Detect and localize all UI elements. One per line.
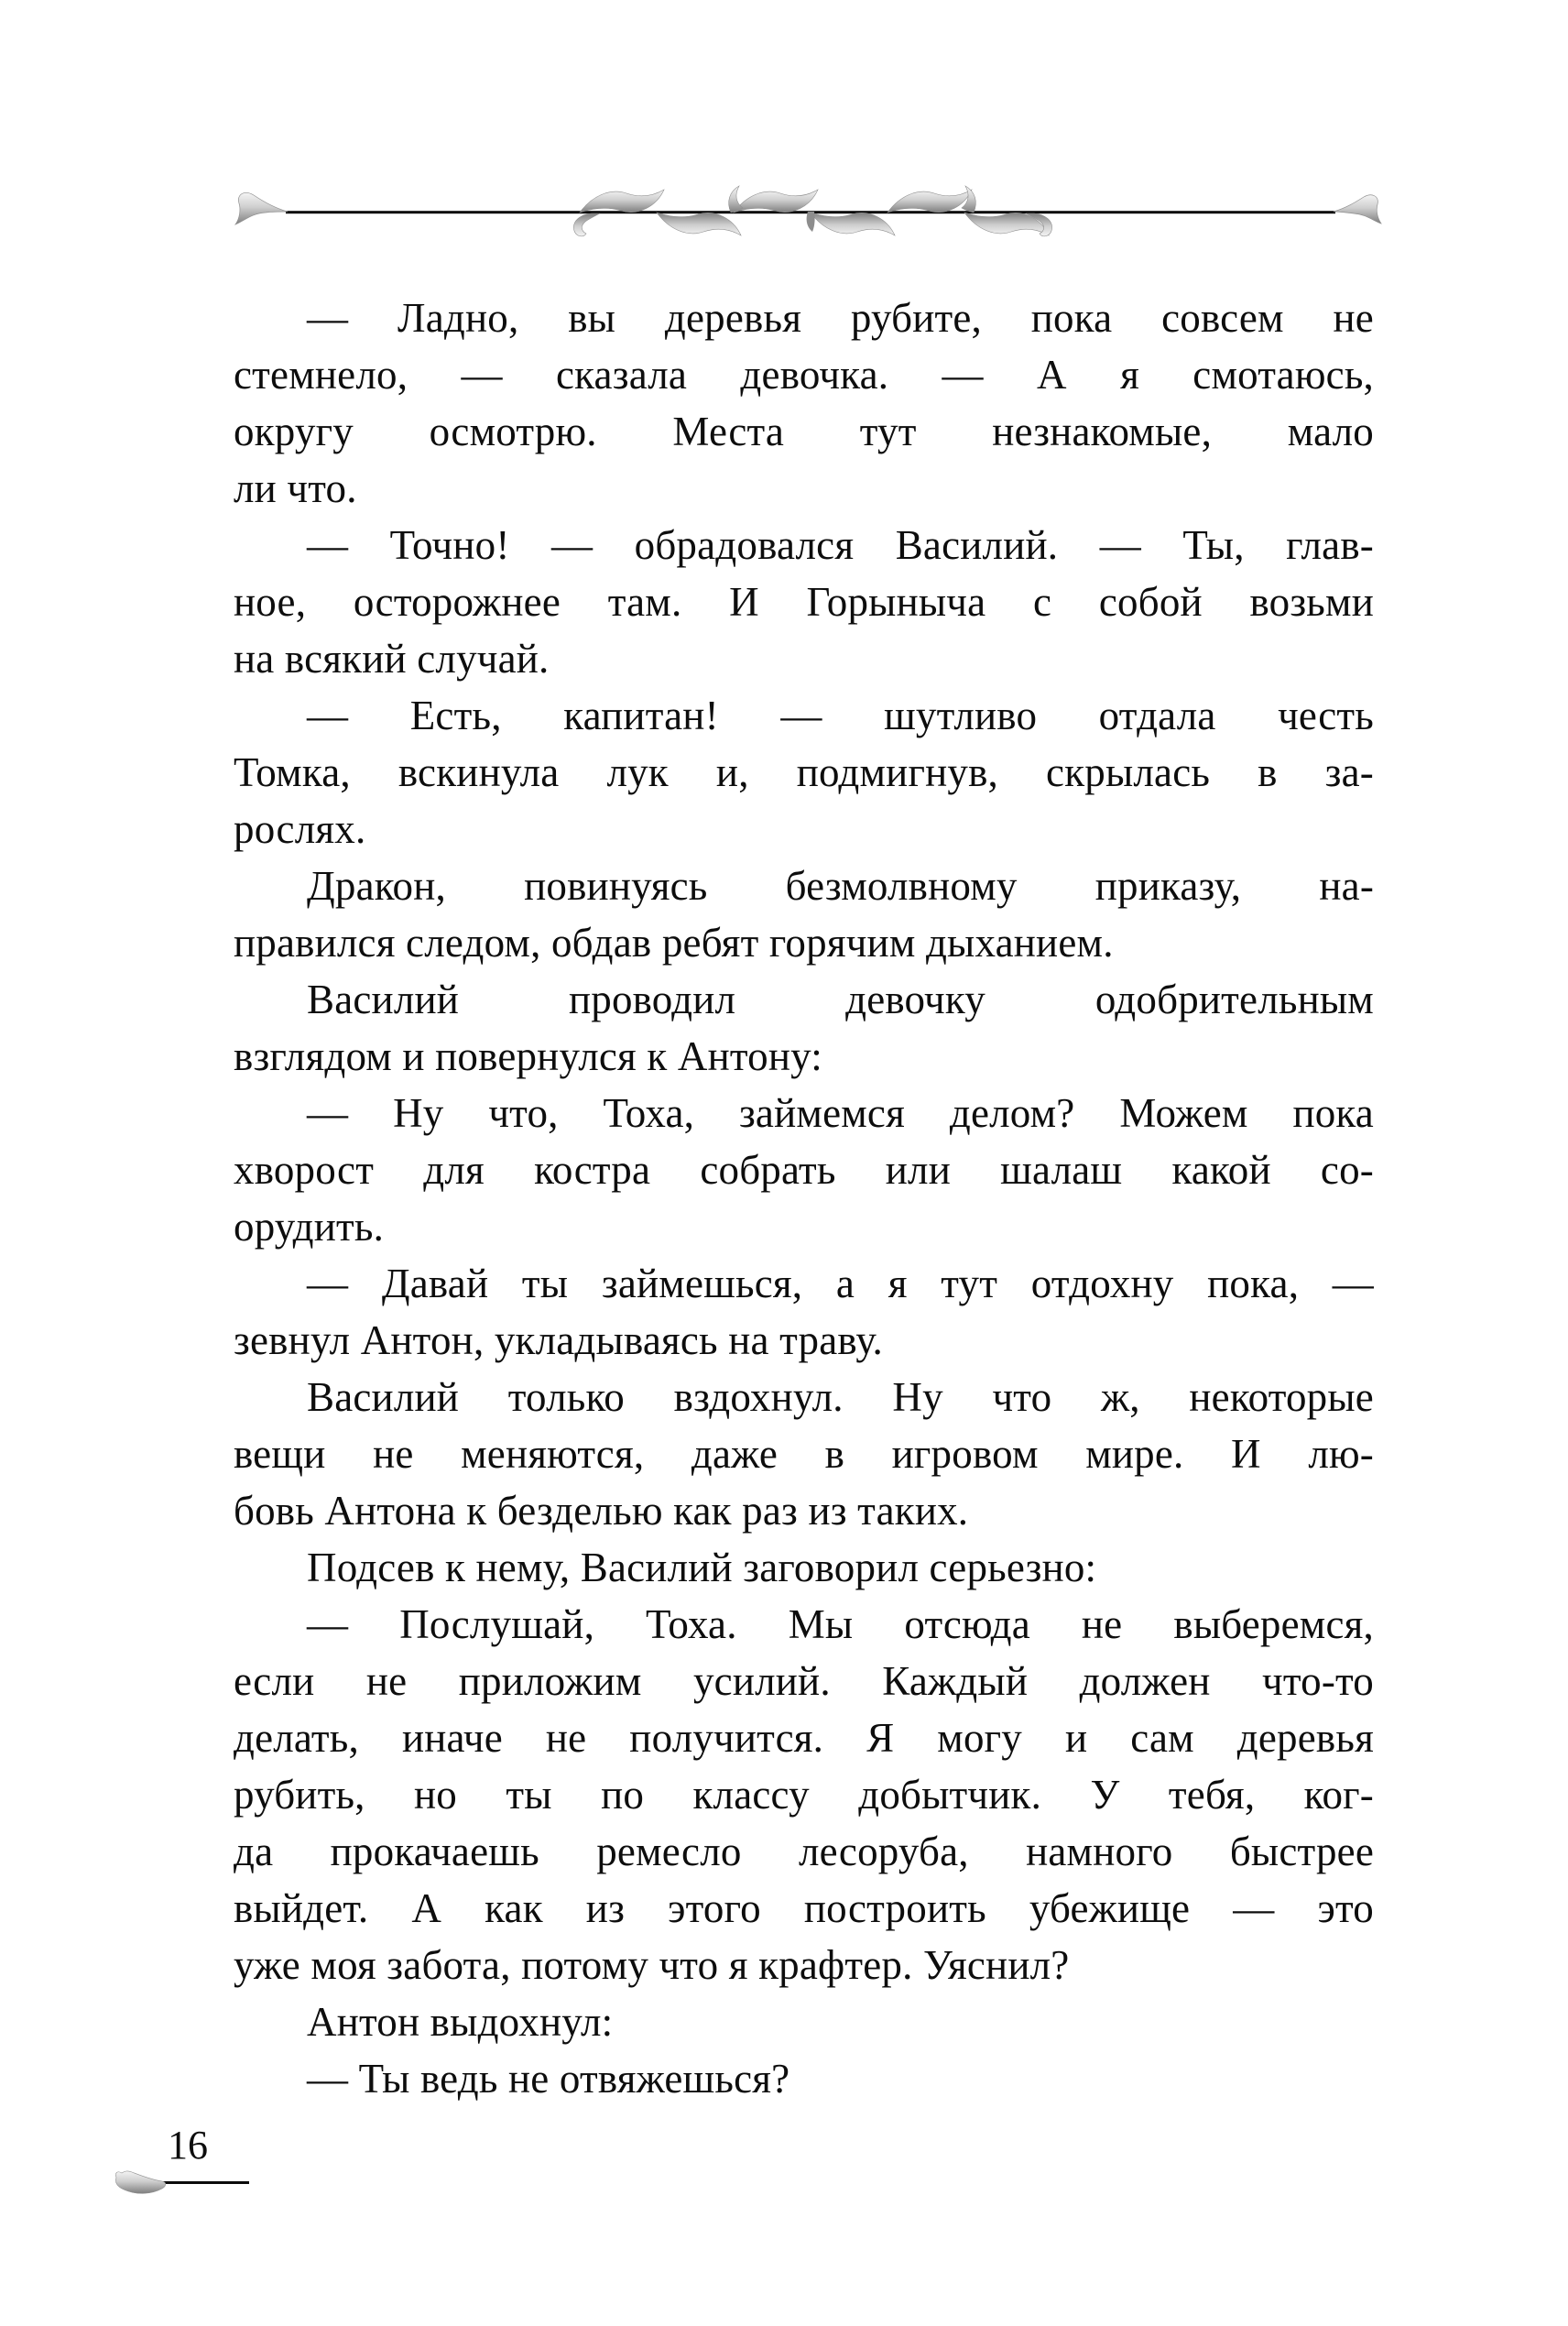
text-line: — Есть, капитан! — шутливо отдала честь bbox=[307, 693, 1374, 738]
text-line: рослях. bbox=[234, 806, 366, 852]
page-text bbox=[234, 289, 1374, 2107]
divider-flourish-icon bbox=[229, 183, 1388, 242]
paragraph bbox=[234, 1596, 1374, 1993]
paragraph bbox=[234, 1539, 1374, 1596]
text-line: выйдет. А как из этого построить убежище — это bbox=[234, 1885, 1374, 1931]
text-line: если не приложим усилий. Каждый должен что-то bbox=[234, 1658, 1374, 1704]
text-line: правился следом, обдав ребят горячим дыханием. bbox=[234, 920, 1114, 966]
text-line: ли что. bbox=[234, 465, 357, 511]
text-line: взглядом и повернулся к Антону: bbox=[234, 1033, 822, 1079]
text-line: хворост для костра собрать или шалаш какой со- bbox=[234, 1147, 1374, 1193]
text-line: округу осмотрю. Места тут незнакомые, мало bbox=[234, 409, 1374, 454]
text-line: Дракон, повинуясь безмолвному приказу, на- bbox=[307, 863, 1374, 909]
text-line: орудить. bbox=[234, 1204, 385, 1250]
text-line: — Послушай, Тоха. Мы отсюда не выберемся, bbox=[307, 1601, 1374, 1647]
text-line: стемнело, — сказала девочка. — А я смотаюсь, bbox=[234, 352, 1374, 398]
text-line: Антон выдохнул: bbox=[307, 1999, 614, 2045]
header-ornament bbox=[229, 183, 1388, 242]
text-line: да прокачаешь ремесло лесоруба, намного быстрее bbox=[234, 1829, 1374, 1874]
paragraph bbox=[234, 857, 1374, 971]
paragraph bbox=[234, 2050, 1374, 2107]
text-line: бовь Антона к безделью как раз из таких. bbox=[234, 1488, 969, 1534]
paragraph bbox=[234, 517, 1374, 687]
text-line: на всякий случай. bbox=[234, 636, 550, 682]
text-line: Василий проводил девочку одобрительным bbox=[307, 977, 1374, 1022]
text-line: — Ладно, вы деревья рубите, пока совсем не bbox=[307, 295, 1374, 341]
paragraph bbox=[234, 1085, 1374, 1255]
text-line: рубить, но ты по классу добытчик. У тебя, ког- bbox=[234, 1772, 1374, 1818]
page-footer-ornament bbox=[114, 2166, 253, 2200]
text-line: — Ну что, Тоха, займемся делом? Можем пока bbox=[307, 1090, 1374, 1136]
text-line: — Ты ведь не отвяжешься? bbox=[307, 2056, 790, 2102]
paragraph bbox=[234, 687, 1374, 857]
paragraph bbox=[234, 1993, 1374, 2050]
paragraph bbox=[234, 289, 1374, 517]
text-line: уже моя забота, потому что я крафтер. Уяснил? bbox=[234, 1942, 1070, 1988]
page-number: 16 bbox=[168, 2123, 208, 2168]
text-line: зевнул Антон, укладываясь на траву. bbox=[234, 1317, 883, 1363]
footer-flourish-icon bbox=[114, 2166, 253, 2200]
text-line: Подсев к нему, Василий заговорил серьезно: bbox=[307, 1545, 1097, 1590]
paragraph bbox=[234, 1369, 1374, 1539]
text-line: ное, осторожнее там. И Горыныча с собой возьми bbox=[234, 579, 1374, 625]
text-line: Томка, вскинула лук и, подмигнув, скрылась в за- bbox=[234, 749, 1374, 795]
text-line: — Давай ты займешься, а я тут отдохну пока, — bbox=[307, 1261, 1374, 1306]
text-line: — Точно! — обрадовался Василий. — Ты, глав- bbox=[307, 522, 1374, 568]
text-line: Василий только вздохнул. Ну что ж, некоторые bbox=[307, 1374, 1374, 1420]
text-line: вещи не меняются, даже в игровом мире. И лю- bbox=[234, 1431, 1374, 1477]
paragraph bbox=[234, 971, 1374, 1085]
paragraph bbox=[234, 1255, 1374, 1369]
text-line: делать, иначе не получится. Я могу и сам деревья bbox=[234, 1715, 1374, 1761]
